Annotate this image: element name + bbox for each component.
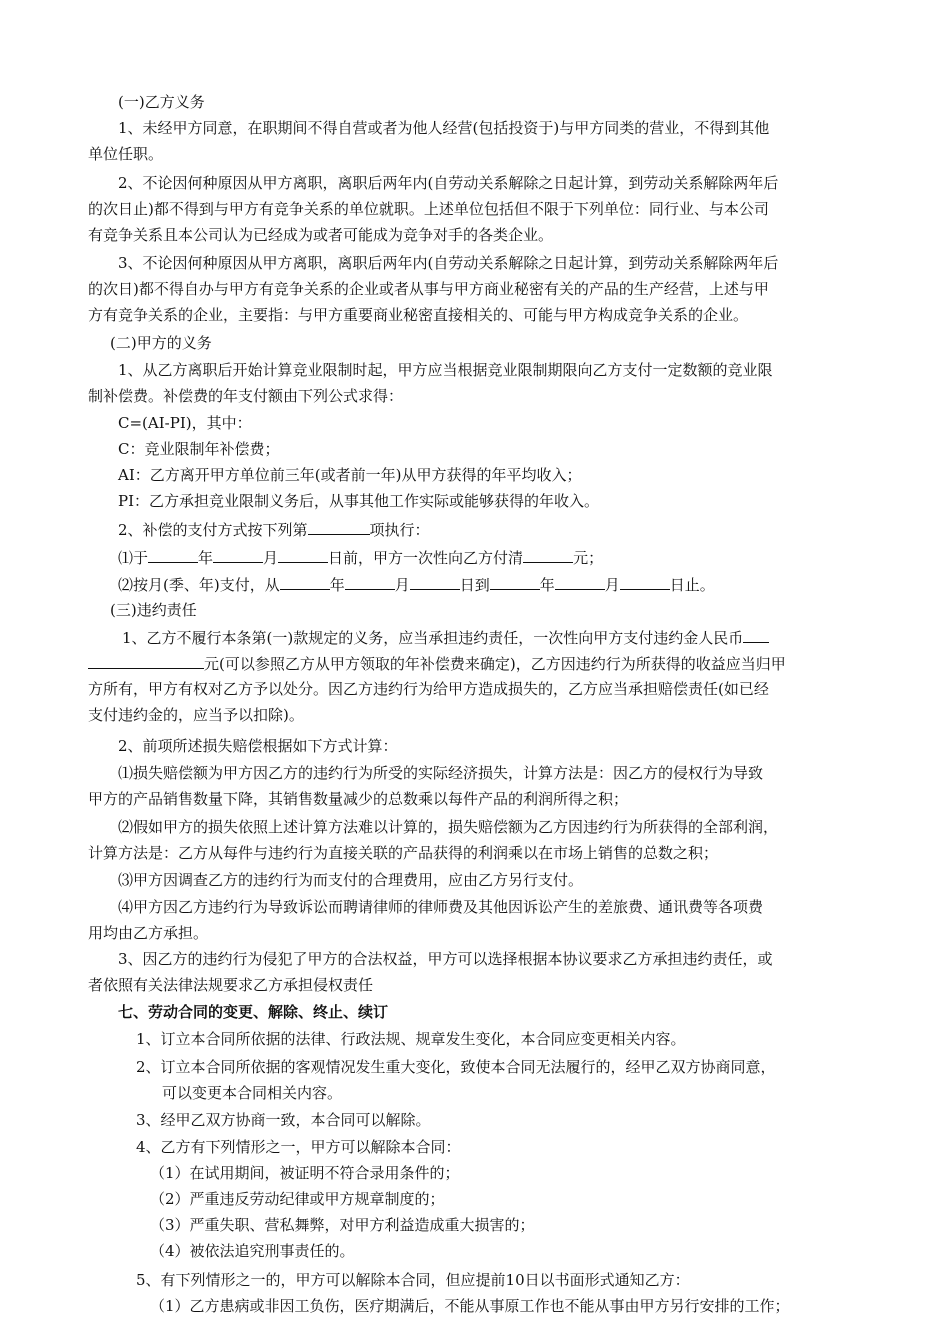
blank-end-day[interactable] <box>620 571 670 590</box>
clause-7-5: 5、有下列情形之一的，甲方可以解除本合同，但应提前10日以书面形式通知乙方： （1）乙方患病或非因工负伤，医疗期满后，不能从事原工作也不能从事由甲方另行安排的工作； <box>136 1271 790 1315</box>
clause-7-4: 4、乙方有下列情形之一，甲方可以解除本合同： （1）在试用期间，被证明不符合录用条件的； （2）严重违反劳动纪律或甲方规章制度的； （3）严重失职、营私舞弊，对甲方利益造成重大损害的； （4）被依法追究刑事责任的。 <box>136 1138 535 1260</box>
payment-option-2: ⑵按月(季、年)支付，从 年 月 日到 年 月 日止。 <box>88 571 853 597</box>
blank-start-month[interactable] <box>345 571 395 590</box>
section-title-obligations-b: (一)乙方义务 <box>118 93 205 111</box>
paragraph-b-2: 2、不论因何种原因从甲方离职，离职后两年内(自劳动关系解除之日起计算，到劳动关系解除两年后 的次日止)都不得到与甲方有竞争关系的单位就职。上述单位包括但不限于下列单位：同行业、与本公司 有竞争关系且本公司认为已经成为或者可能成为竞争对手的各类企业。 <box>88 174 779 244</box>
blank-end-year[interactable] <box>490 571 540 590</box>
payment-method-line: 2、补偿的支付方式按下列第 项执行： <box>88 516 853 542</box>
clause-7-1: 1、订立本合同所依据的法律、行政法规、规章发生变化，本合同应变更相关内容。 <box>136 1030 686 1048</box>
breach-item-3: ⑶甲方因调查乙方的违约行为而支付的合理费用，应由乙方另行支付。 <box>118 871 584 889</box>
clause-7-2: 2、订立本合同所依据的客观情况发生重大变化，致使本合同无法履行的，经甲乙双方协商同意， 可以变更本合同相关内容。 <box>136 1058 776 1102</box>
paragraph-b-3: 3、不论因何种原因从甲方离职，离职后两年内(自劳动关系解除之日起计算，到劳动关系解除两年后 的次日)都不得自办与甲方有竞争关系的企业或者从事与甲方商业秘密有关的产品的生产经营，上述与甲 方有竞争关系的企业，主要指：与甲方重要商业秘密直接相关的、可能与甲方构成竞争关系的企业。 <box>88 254 779 324</box>
blank-start-year[interactable] <box>280 571 330 590</box>
paragraph-a-1: 1、从乙方离职后开始计算竞业限制时起，甲方应当根据竞业限制期限向乙方支付一定数额的竞业限 制补偿费。补偿费的年支付额由下列公式求得： <box>88 361 773 405</box>
blank-end-month[interactable] <box>555 571 605 590</box>
section-title-obligations-a: (二)甲方的义务 <box>110 334 212 352</box>
blank-year[interactable] <box>148 544 198 563</box>
chapter-title-seven: 七、劳动合同的变更、解除、终止、续订 <box>118 1003 389 1021</box>
breach-item-4: ⑷甲方因乙方违约行为导致诉讼而聘请律师的律师费及其他因诉讼产生的差旅费、通讯费等各项费 用均由乙方承担。 <box>88 898 764 942</box>
paragraph-breach-3: 3、因乙方的违约行为侵犯了甲方的合法权益，甲方可以选择根据本协议要求乙方承担违约责任，或 者依照有关法律法规要求乙方承担侵权责任 <box>88 950 773 994</box>
blank-penalty-amount-b[interactable] <box>88 650 204 669</box>
blank-day[interactable] <box>278 544 328 563</box>
blank-penalty-amount-a[interactable] <box>743 624 769 643</box>
blank-month[interactable] <box>213 544 263 563</box>
clause-7-3: 3、经甲乙双方协商一致，本合同可以解除。 <box>136 1111 431 1129</box>
section-title-breach: (三)违约责任 <box>110 601 197 619</box>
breach-item-2: ⑵假如甲方的损失依照上述计算方法难以计算的，损失赔偿额为乙方因违约行为所获得的全部利润， 计算方法是：乙方从每件与违约行为直接关联的产品获得的利润乘以在市场上销售的总数之积； <box>88 818 779 862</box>
blank-start-day[interactable] <box>410 571 460 590</box>
blank-amount[interactable] <box>523 544 573 563</box>
paragraph-breach-2: 2、前项所述损失赔偿根据如下方式计算： <box>118 737 398 755</box>
payment-option-1: ⑴于 年 月 日前，甲方一次性向乙方付清 元； <box>88 544 853 570</box>
paragraph-b-1: 1、未经甲方同意，在职期间不得自营或者为他人经营(包括投资于)与甲方同类的营业，不得到其他 单位任职。 <box>88 119 770 163</box>
blank-option-number[interactable] <box>308 516 370 535</box>
formula-block: C=(AI-PI)，其中： C：竞业限制年补偿费； AI：乙方离开甲方单位前三年(或者前一年)从甲方获得的年平均收入； PI：乙方承担竞业限制义务后，从事其他工作实际或能够获得的年收入。 <box>118 414 600 510</box>
breach-item-1: ⑴损失赔偿额为甲方因乙方的违约行为所受的实际经济损失，计算方法是：因乙方的侵权行为导致 甲方的产品销售数量下降，其销售数量减少的总数乘以每件产品的利润所得之积； <box>88 764 764 808</box>
paragraph-breach-1: 1、乙方不履行本条第(一)款规定的义务，应当承担违约责任，一次性向甲方支付违约金人民币 元(可以参照乙方从甲方领取的年补偿费来确定)，乙方因违约行为所获得的收益应当归甲 方所有，甲方有权对乙方予以处分。因乙方违约行为给甲方造成损失的，乙方应当承担赔偿责任(如已经 支付违约金的，应当予以扣除)。 <box>88 624 853 728</box>
